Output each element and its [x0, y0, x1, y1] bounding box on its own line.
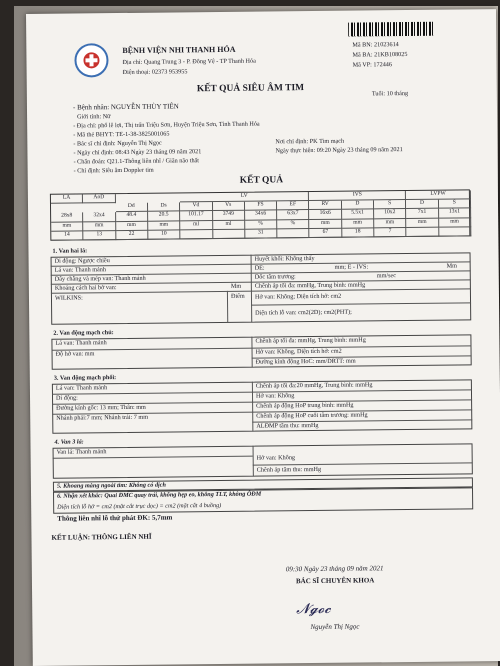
s1-doc-unit: mm/sec — [376, 272, 397, 280]
section-1-title: 1. Van hai lá: — [52, 247, 88, 255]
table-value: 101.17 — [180, 211, 212, 221]
s3-ho-van: Hở van: Không — [255, 392, 295, 400]
s3-aldmp: ALĐMP tâm thu: mmHg — [256, 421, 319, 430]
table-value: 48.4 — [116, 212, 148, 222]
table-norm: 18 — [342, 228, 374, 237]
patient-age: Tuổi: 10 tháng — [371, 90, 409, 98]
s4-la-van: Van lá: Thanh mảnh — [56, 448, 107, 456]
sign-role: BÁC SĨ CHUYÊN KHOA — [295, 576, 375, 586]
table-head-2: D — [406, 200, 438, 209]
s3-duong-kinh: Đường kính gốc: 13 mm; Thân: mm — [56, 403, 146, 412]
s3-nhanh: Nhánh phải:7 mm; Nhánh trái: 7 mm — [56, 413, 149, 422]
table-value: 5.5x1 — [342, 209, 374, 219]
s1-de: DE: — [254, 264, 265, 272]
table-head-2: D — [342, 200, 374, 209]
s1-la-van: Lá van: Thanh mảnh — [54, 266, 106, 274]
hospital-logo — [74, 43, 108, 77]
table-unit: mm — [407, 219, 439, 228]
s1-doc: Dốc tâm trương: — [254, 273, 296, 281]
table-head-2: S — [374, 200, 406, 209]
table-value: 34x6 — [245, 210, 277, 220]
hospital-phone: Điện thoại: 02373 953955 — [122, 68, 188, 76]
s1-diem: Điểm — [230, 292, 245, 300]
table-head-1: AoD — [83, 194, 115, 203]
table-norm — [180, 230, 212, 239]
table-head-1: LVPW — [406, 190, 471, 200]
s1-mm: Mm — [446, 262, 458, 270]
table-value: 32x4 — [83, 212, 115, 222]
table-unit: ml — [180, 221, 212, 230]
s3-di-dong: Di động: — [55, 394, 78, 402]
table-head-2: FS — [245, 201, 277, 210]
page-title: KẾT QUẢ SIÊU ÂM TIM — [196, 83, 305, 95]
s1-chenh: Chênh áp tối đa: mmHg, Trung bình: mmHg — [254, 281, 366, 290]
s1-mm2: Mm — [230, 282, 242, 290]
diagnosis: - Chẩn đoán: Q21.1-Thông liên nhĩ / Giãn não thất — [73, 157, 200, 166]
barcode — [348, 22, 434, 37]
s2-duong-kinh: Đường kính động HoC: mm/DRTT: mm — [255, 357, 356, 366]
s1-di-dong: Di động: Ngược chiều — [54, 257, 110, 265]
table-head-2: Dd — [116, 203, 148, 212]
table-norm: 10 — [148, 230, 180, 239]
s3-hop-cuoi: Chênh áp động HoP cuối tâm trương: mmHg — [256, 411, 368, 420]
report-sheet — [26, 9, 500, 666]
table-norm: 13 — [84, 231, 116, 240]
order-time: - Ngày chỉ định: 08:43 Ngày 23 tháng 09 năm 2021 — [73, 148, 202, 157]
s2-chenh: Chênh áp tối đa: mmHg, Trung bình: mmHg — [255, 336, 366, 345]
table-head-2: Vd — [180, 202, 212, 211]
ma-ba: Mã BA: 21KB108025 — [352, 51, 408, 59]
section-2-title: 2. Van động mạch chủ: — [53, 329, 114, 337]
section-6-area: Diện tích lỗ hở = cm2 (mặt cắt trục dọc) = cm2 (mặt cắt 4 buồng) — [57, 501, 222, 511]
table-value: 20.5 — [148, 211, 180, 221]
measure-table — [50, 189, 470, 240]
sign-name: Nguyễn Thị Ngọc — [310, 622, 360, 632]
s1-day-chang: Dây chằng và mép van: Thanh mảnh — [54, 274, 146, 283]
table-norm: 7 — [374, 228, 406, 237]
section-4-title: 4. Van 3 lá: — [54, 438, 84, 446]
table-head-2: Ds — [148, 202, 180, 211]
table-unit: mm — [148, 221, 180, 230]
s3-chenh: Chênh áp tối đa:20 mmHg, Trung bình: mmHg — [255, 381, 373, 390]
table-norm — [213, 230, 245, 239]
table-value: 16x6 — [310, 210, 342, 220]
s3-hop-tb: Chênh áp động HoP trung bình: mmHg — [256, 401, 354, 410]
table-head-2: Vs — [213, 202, 245, 211]
section-6-asd: Thông liên nhĩ lỗ thứ phát ĐK: 5,7mm — [57, 513, 173, 523]
table-head-1: LV — [180, 192, 309, 202]
table-unit: mm — [83, 222, 115, 231]
table-value: 10x2 — [374, 209, 406, 219]
table-head-2: RV — [309, 201, 341, 210]
table-value: 3749 — [213, 211, 245, 221]
table-unit: mm — [439, 218, 471, 227]
table-head-2: EF — [277, 201, 309, 210]
s3-la-van: Lá van: Thanh mảnh — [55, 384, 108, 392]
table-head-1: LA — [51, 194, 83, 203]
table-value: 7x1 — [406, 209, 438, 219]
s1-wilkins: WILKINS: — [54, 294, 83, 302]
section-6: 6. Nhận xét khác: Quai ĐMC quay trái, không hẹp eo, không TLT, không ÔĐM — [57, 490, 262, 500]
table-norm: 14 — [51, 231, 83, 240]
indication: - Chỉ định: Siêu âm Doppler tim — [73, 166, 154, 175]
s2-ho-van: Hở van: Không, Diện tích hở: cm2 — [255, 347, 342, 356]
patient-gender: Giới tính: Nữ — [77, 113, 111, 121]
s2-do-ho: Độ hở van: mm — [55, 350, 95, 358]
s4-ho-van: Hở van: Không — [256, 454, 296, 462]
table-value: 28x8 — [51, 212, 83, 222]
table-unit: mm — [116, 222, 148, 231]
table-norm: 67 — [310, 229, 342, 238]
section-3-title: 3. Van động mạch phổi: — [53, 374, 117, 382]
table-unit: mm — [310, 220, 342, 229]
table-head-1: IVS — [309, 191, 406, 201]
s1-ho-van: Hở van: Không; Diện tích hở: cm2 — [254, 292, 342, 301]
patient-name: - Bệnh nhân: NGUYỄN THÙY TIÊN — [72, 102, 179, 112]
table-value: 63x7 — [277, 210, 309, 220]
table-norm — [407, 228, 439, 237]
ordering-doctor: - Bác sĩ chỉ định: Nguyễn Thị Ngọc — [73, 139, 162, 148]
table-unit: mm — [342, 219, 374, 228]
s1-huyet-khoi: Huyết khối: Không thấy — [254, 254, 315, 263]
s2-la-van: Lá van: Thanh mảnh — [55, 339, 107, 347]
section-5: 5. Khoang màng ngoài tim: Không có dịch — [56, 481, 166, 490]
result-title: KẾT QUẢ — [239, 175, 284, 186]
s4-chenh: Chênh áp tâm thu: mmHg — [256, 465, 322, 474]
table-unit: mm — [51, 222, 83, 231]
ma-bn: Mã BN: 21023614 — [352, 41, 399, 49]
patient-bhyt: - Mã thẻ BHYT: TE-1-38-3825001065 — [73, 130, 170, 139]
table-unit: mm — [374, 219, 406, 228]
hospital-address: Địa chỉ: Quang Trung 3 - P. Đông Vệ - TP Thanh Hóa — [122, 57, 256, 66]
s1-eivs: mm; E - IVS: — [334, 263, 369, 271]
patient-address: - Địa chỉ: phố lê lợi, Thị trấn Triệu Sơn, Huyện Triệu Sơn, Tỉnh Thanh Hóa — [73, 120, 260, 130]
handwritten-signature: 𝓝𝓰𝓸𝓬 — [296, 600, 331, 618]
s1-khoang: Khoảng cách hai bờ van: — [54, 284, 117, 292]
exec-time: Ngày thực hiện: 09:20 Ngày 23 tháng 09 năm 2021 — [275, 146, 403, 155]
table-head-2: S — [439, 199, 471, 208]
ordering-dept: Nơi chỉ định: PK Tim mạch — [275, 137, 345, 146]
s1-dien-tich: Diện tích lỗ van: cm2(2D); cm2(PHT); — [255, 308, 352, 317]
table-norm: 22 — [116, 231, 148, 240]
table-norm: 31 — [245, 229, 277, 238]
sign-date: 09:30 Ngày 23 tháng 09 năm 2021 — [285, 564, 384, 574]
hospital-name: BỆNH VIỆN NHI THANH HÓA — [122, 44, 236, 55]
table-unit: % — [245, 220, 277, 229]
ma-vp: Mã VP: 172446 — [352, 61, 393, 69]
table-norm — [277, 229, 309, 238]
table-unit: ml — [213, 221, 245, 230]
table-unit: % — [277, 220, 309, 229]
table-value: 13x1 — [439, 208, 471, 218]
conclusion: KẾT LUẬN: THÔNG LIÊN NHĨ — [51, 532, 152, 542]
table-norm — [439, 227, 471, 236]
